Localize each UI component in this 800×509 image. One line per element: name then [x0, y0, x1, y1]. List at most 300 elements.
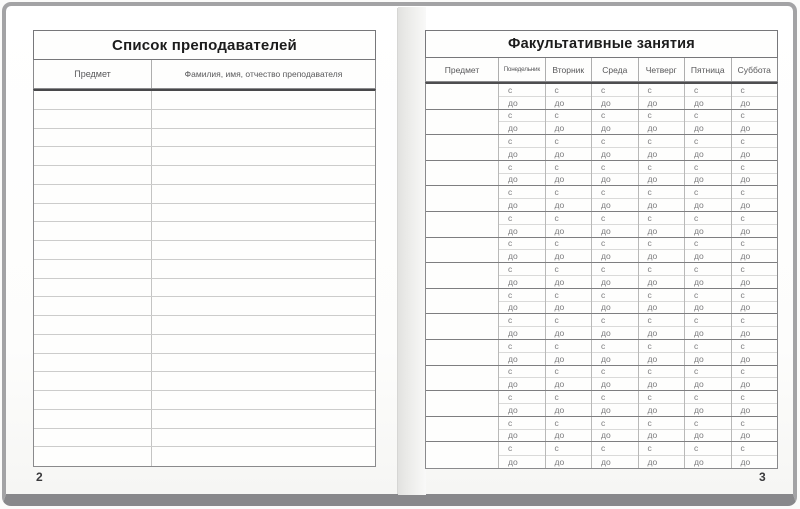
teacher-name-cell	[151, 166, 375, 184]
time-slot-cell	[638, 314, 685, 339]
teacher-empty-row	[34, 316, 375, 335]
time-to-label: до	[647, 97, 658, 108]
time-to-label: до	[601, 404, 611, 415]
time-to-label: до	[554, 456, 565, 467]
time-slot-cell	[545, 442, 592, 468]
time-to-label: до	[554, 251, 565, 262]
teacher-name-cell	[151, 335, 375, 353]
time-to-label: до	[554, 430, 565, 441]
time-from-label: с	[685, 417, 731, 430]
weekday-column-header: Среда	[591, 58, 638, 81]
subject-cell	[426, 84, 498, 109]
subject-cell	[34, 204, 151, 222]
teacher-name-cell	[151, 447, 375, 466]
subject-cell	[426, 289, 498, 314]
weekday-column-header: Понедельник	[498, 58, 545, 81]
time-slot-cell	[731, 238, 778, 263]
subject-cell	[426, 417, 498, 442]
time-to-label: до	[601, 225, 611, 236]
subject-cell	[426, 263, 498, 288]
time-to-label: до	[740, 174, 751, 185]
time-from-label: с	[685, 314, 731, 327]
elective-table-body	[425, 82, 778, 469]
time-from-label: с	[499, 110, 545, 123]
teachers-table-header	[33, 60, 376, 89]
time-to-label: до	[601, 251, 611, 262]
time-from-label: с	[732, 366, 778, 379]
teacher-name-cell	[151, 297, 375, 315]
time-slot-cell	[498, 442, 545, 468]
time-slot-cell	[591, 314, 638, 339]
time-to-label: до	[740, 302, 751, 313]
time-from-label: с	[592, 110, 638, 123]
time-to-label: до	[554, 379, 565, 390]
time-from-label: с	[592, 263, 638, 276]
teacher-empty-row	[34, 372, 375, 391]
time-to-label: до	[601, 148, 611, 159]
time-from-label: с	[499, 366, 545, 379]
time-to-label: до	[601, 456, 611, 467]
elective-row	[426, 340, 777, 366]
teacher-empty-row	[34, 110, 375, 129]
elective-row	[426, 417, 777, 443]
teacher-name-cell	[151, 185, 375, 203]
time-to-label: до	[694, 251, 704, 262]
time-slot-cell	[638, 238, 685, 263]
time-to-label: до	[554, 353, 565, 364]
time-slot-cell	[731, 340, 778, 365]
subject-cell	[426, 340, 498, 365]
weekday-column-header: Пятница	[684, 58, 731, 81]
time-from-label: с	[685, 340, 731, 353]
time-to-label: до	[740, 404, 751, 415]
time-slot-cell	[731, 212, 778, 237]
time-slot-cell	[545, 110, 592, 135]
teacher-empty-row	[34, 166, 375, 185]
time-from-label: с	[639, 110, 685, 123]
time-from-label: с	[732, 340, 778, 353]
subject-cell	[426, 110, 498, 135]
time-to-label: до	[508, 225, 518, 236]
time-slot-cell	[498, 340, 545, 365]
elective-row	[426, 366, 777, 392]
time-to-label: до	[647, 430, 658, 441]
time-slot-cell	[638, 442, 685, 468]
teacher-name-cell	[151, 316, 375, 334]
time-slot-cell	[731, 366, 778, 391]
time-to-label: до	[740, 123, 751, 134]
teacher-empty-row	[34, 91, 375, 110]
time-from-label: с	[732, 442, 778, 455]
time-slot-cell	[545, 212, 592, 237]
teacher-empty-row	[34, 279, 375, 298]
time-to-label: до	[647, 456, 658, 467]
time-from-label: с	[546, 442, 592, 455]
time-to-label: до	[740, 200, 751, 211]
subject-column-header: Предмет	[74, 69, 111, 79]
time-from-label: с	[639, 442, 685, 455]
time-to-label: до	[694, 430, 704, 441]
subject-cell	[34, 372, 151, 390]
time-from-label: с	[499, 340, 545, 353]
teacher-empty-row	[34, 147, 375, 166]
time-from-label: с	[592, 161, 638, 174]
time-to-label: до	[508, 251, 518, 262]
time-from-label: с	[685, 135, 731, 148]
time-from-label: с	[499, 417, 545, 430]
time-from-label: с	[592, 340, 638, 353]
time-to-label: до	[647, 251, 658, 262]
time-slot-cell	[731, 135, 778, 160]
time-from-label: с	[685, 161, 731, 174]
time-slot-cell	[545, 417, 592, 442]
time-to-label: до	[554, 174, 565, 185]
teacher-empty-row	[34, 354, 375, 373]
time-slot-cell	[591, 161, 638, 186]
teacher-empty-row	[34, 447, 375, 466]
time-from-label: с	[499, 263, 545, 276]
time-from-label: с	[732, 314, 778, 327]
time-slot-cell	[638, 110, 685, 135]
time-to-label: до	[601, 353, 611, 364]
time-slot-cell	[498, 212, 545, 237]
time-slot-cell	[591, 238, 638, 263]
time-from-label: с	[685, 186, 731, 199]
time-to-label: до	[694, 456, 704, 467]
time-to-label: до	[508, 174, 518, 185]
time-slot-cell	[638, 391, 685, 416]
time-to-label: до	[647, 353, 658, 364]
time-slot-cell	[545, 289, 592, 314]
time-slot-cell	[545, 314, 592, 339]
time-to-label: до	[647, 328, 658, 339]
time-slot-cell	[638, 263, 685, 288]
time-to-label: до	[508, 379, 518, 390]
teacher-name-cell	[151, 241, 375, 259]
teacher-empty-row	[34, 222, 375, 241]
time-to-label: до	[554, 302, 565, 313]
time-slot-cell	[731, 314, 778, 339]
time-from-label: с	[546, 340, 592, 353]
time-slot-cell	[498, 417, 545, 442]
subject-cell	[34, 260, 151, 278]
time-slot-cell	[731, 110, 778, 135]
elective-row	[426, 84, 777, 110]
teacher-empty-row	[34, 241, 375, 260]
time-slot-cell	[498, 391, 545, 416]
teacher-empty-row	[34, 410, 375, 429]
time-slot-cell	[684, 391, 731, 416]
subject-cell	[34, 166, 151, 184]
time-slot-cell	[638, 340, 685, 365]
right-page-title: Факультативные занятия	[425, 30, 778, 58]
time-to-label: до	[740, 251, 751, 262]
time-to-label: до	[554, 200, 565, 211]
time-slot-cell	[591, 186, 638, 211]
time-slot-cell	[591, 417, 638, 442]
time-from-label: с	[685, 110, 731, 123]
time-from-label: с	[732, 84, 778, 97]
time-slot-cell	[591, 110, 638, 135]
elective-row	[426, 110, 777, 136]
time-to-label: до	[508, 200, 518, 211]
time-slot-cell	[731, 417, 778, 442]
time-to-label: до	[508, 328, 518, 339]
time-to-label: до	[647, 123, 658, 134]
time-to-label: до	[694, 353, 704, 364]
time-from-label: с	[592, 314, 638, 327]
time-from-label: с	[546, 135, 592, 148]
time-to-label: до	[508, 430, 518, 441]
time-to-label: до	[694, 379, 704, 390]
time-slot-cell	[638, 186, 685, 211]
time-from-label: с	[546, 186, 592, 199]
time-to-label: до	[694, 225, 704, 236]
time-from-label: с	[592, 135, 638, 148]
time-slot-cell	[498, 314, 545, 339]
time-from-label: с	[499, 442, 545, 455]
time-from-label: с	[592, 238, 638, 251]
time-to-label: до	[740, 225, 751, 236]
time-slot-cell	[498, 161, 545, 186]
teacher-name-cell	[151, 222, 375, 240]
time-slot-cell	[591, 340, 638, 365]
time-from-label: с	[592, 442, 638, 455]
time-to-label: до	[508, 302, 518, 313]
time-to-label: до	[601, 123, 611, 134]
time-slot-cell	[545, 186, 592, 211]
time-slot-cell	[498, 84, 545, 109]
time-slot-cell	[545, 366, 592, 391]
time-from-label: с	[639, 340, 685, 353]
time-from-label: с	[546, 84, 592, 97]
time-slot-cell	[498, 238, 545, 263]
time-to-label: до	[647, 404, 658, 415]
subject-cell	[34, 391, 151, 409]
time-from-label: с	[639, 212, 685, 225]
time-to-label: до	[508, 123, 518, 134]
time-from-label: с	[732, 289, 778, 302]
time-from-label: с	[546, 314, 592, 327]
time-from-label: с	[546, 391, 592, 404]
time-slot-cell	[498, 135, 545, 160]
elective-row	[426, 263, 777, 289]
elective-row	[426, 391, 777, 417]
time-from-label: с	[639, 289, 685, 302]
time-from-label: с	[546, 263, 592, 276]
elective-row	[426, 289, 777, 315]
time-from-label: с	[639, 135, 685, 148]
time-slot-cell	[731, 161, 778, 186]
time-to-label: до	[554, 123, 565, 134]
time-slot-cell	[591, 135, 638, 160]
teachers-list-table	[33, 30, 376, 467]
time-slot-cell	[545, 238, 592, 263]
time-to-label: до	[647, 148, 658, 159]
subject-cell	[34, 241, 151, 259]
time-from-label: с	[546, 161, 592, 174]
time-to-label: до	[554, 97, 565, 108]
time-slot-cell	[684, 110, 731, 135]
subject-cell	[34, 91, 151, 109]
time-from-label: с	[685, 289, 731, 302]
time-from-label: с	[685, 238, 731, 251]
teacher-name-cell	[151, 147, 375, 165]
teacher-name-cell	[151, 429, 375, 447]
time-slot-cell	[638, 135, 685, 160]
time-from-label: с	[546, 366, 592, 379]
teacher-empty-row	[34, 129, 375, 148]
time-from-label: с	[732, 110, 778, 123]
time-to-label: до	[601, 200, 611, 211]
time-from-label: с	[499, 238, 545, 251]
teacher-name-cell	[151, 279, 375, 297]
subject-cell	[34, 335, 151, 353]
time-slot-cell	[684, 442, 731, 468]
time-to-label: до	[740, 353, 751, 364]
time-to-label: до	[694, 404, 704, 415]
time-to-label: до	[740, 456, 751, 467]
time-from-label: с	[499, 186, 545, 199]
time-from-label: с	[732, 186, 778, 199]
time-slot-cell	[684, 314, 731, 339]
left-page-title: Список преподавателей	[33, 30, 376, 60]
teacher-name-column-header: Фамилия, имя, отчество преподавателя	[151, 60, 375, 88]
time-to-label: до	[694, 123, 704, 134]
subject-cell	[426, 366, 498, 391]
time-slot-cell	[498, 263, 545, 288]
time-slot-cell	[638, 417, 685, 442]
time-from-label: с	[592, 212, 638, 225]
weekday-column-header: Вторник	[545, 58, 592, 81]
subject-cell	[426, 161, 498, 186]
time-slot-cell	[638, 84, 685, 109]
time-to-label: до	[554, 148, 565, 159]
time-slot-cell	[731, 391, 778, 416]
time-to-label: до	[647, 379, 658, 390]
teacher-name-cell	[151, 91, 375, 109]
time-slot-cell	[591, 289, 638, 314]
time-slot-cell	[545, 391, 592, 416]
time-to-label: до	[740, 430, 751, 441]
elective-classes-table	[425, 30, 778, 469]
time-from-label: с	[546, 110, 592, 123]
subject-cell	[426, 212, 498, 237]
subject-cell	[426, 442, 498, 468]
subject-cell	[34, 222, 151, 240]
time-slot-cell	[684, 366, 731, 391]
weekday-column-header: Суббота	[731, 58, 778, 81]
time-slot-cell	[684, 186, 731, 211]
time-slot-cell	[638, 289, 685, 314]
time-to-label: до	[740, 379, 751, 390]
time-to-label: до	[508, 353, 518, 364]
time-to-label: до	[601, 97, 611, 108]
time-to-label: до	[694, 174, 704, 185]
time-to-label: до	[508, 404, 518, 415]
time-to-label: до	[694, 276, 704, 287]
time-from-label: с	[639, 314, 685, 327]
time-slot-cell	[591, 212, 638, 237]
time-from-label: с	[732, 263, 778, 276]
time-slot-cell	[684, 135, 731, 160]
time-from-label: с	[592, 186, 638, 199]
time-from-label: с	[685, 84, 731, 97]
subject-cell	[34, 279, 151, 297]
time-slot-cell	[684, 289, 731, 314]
time-to-label: до	[647, 302, 658, 313]
time-to-label: до	[694, 328, 704, 339]
time-slot-cell	[638, 212, 685, 237]
time-from-label: с	[685, 391, 731, 404]
time-to-label: до	[554, 276, 565, 287]
time-to-label: до	[601, 379, 611, 390]
time-slot-cell	[684, 212, 731, 237]
subject-cell	[426, 186, 498, 211]
time-slot-cell	[591, 366, 638, 391]
time-from-label: с	[639, 161, 685, 174]
time-from-label: с	[592, 417, 638, 430]
teacher-name-cell	[151, 129, 375, 147]
time-from-label: с	[499, 391, 545, 404]
time-slot-cell	[684, 161, 731, 186]
subject-cell	[34, 297, 151, 315]
time-from-label: с	[592, 289, 638, 302]
teacher-empty-row	[34, 391, 375, 410]
time-slot-cell	[591, 442, 638, 468]
subject-cell	[34, 429, 151, 447]
time-from-label: с	[592, 84, 638, 97]
time-from-label: с	[685, 263, 731, 276]
subject-cell	[426, 391, 498, 416]
teacher-empty-row	[34, 260, 375, 279]
time-slot-cell	[731, 84, 778, 109]
elective-row	[426, 442, 777, 468]
time-to-label: до	[694, 97, 704, 108]
time-to-label: до	[601, 430, 611, 441]
time-from-label: с	[499, 161, 545, 174]
time-slot-cell	[498, 366, 545, 391]
subject-cell	[34, 185, 151, 203]
time-slot-cell	[545, 135, 592, 160]
time-slot-cell	[731, 442, 778, 468]
time-to-label: до	[601, 302, 611, 313]
subject-cell	[426, 314, 498, 339]
time-from-label: с	[499, 289, 545, 302]
time-to-label: до	[554, 225, 565, 236]
time-to-label: до	[647, 174, 658, 185]
time-slot-cell	[684, 84, 731, 109]
time-to-label: до	[508, 148, 518, 159]
subject-cell	[34, 147, 151, 165]
subject-cell	[34, 316, 151, 334]
time-from-label: с	[639, 238, 685, 251]
time-slot-cell	[498, 186, 545, 211]
time-from-label: с	[639, 84, 685, 97]
time-slot-cell	[684, 263, 731, 288]
time-slot-cell	[591, 84, 638, 109]
time-from-label: с	[546, 289, 592, 302]
page-number-left: 2	[36, 470, 43, 484]
book-gutter-shadow	[398, 7, 426, 495]
time-from-label: с	[732, 417, 778, 430]
time-from-label: с	[639, 391, 685, 404]
time-from-label: с	[639, 366, 685, 379]
time-from-label: с	[732, 212, 778, 225]
subject-cell	[34, 447, 151, 466]
time-to-label: до	[508, 276, 518, 287]
elective-row	[426, 186, 777, 212]
